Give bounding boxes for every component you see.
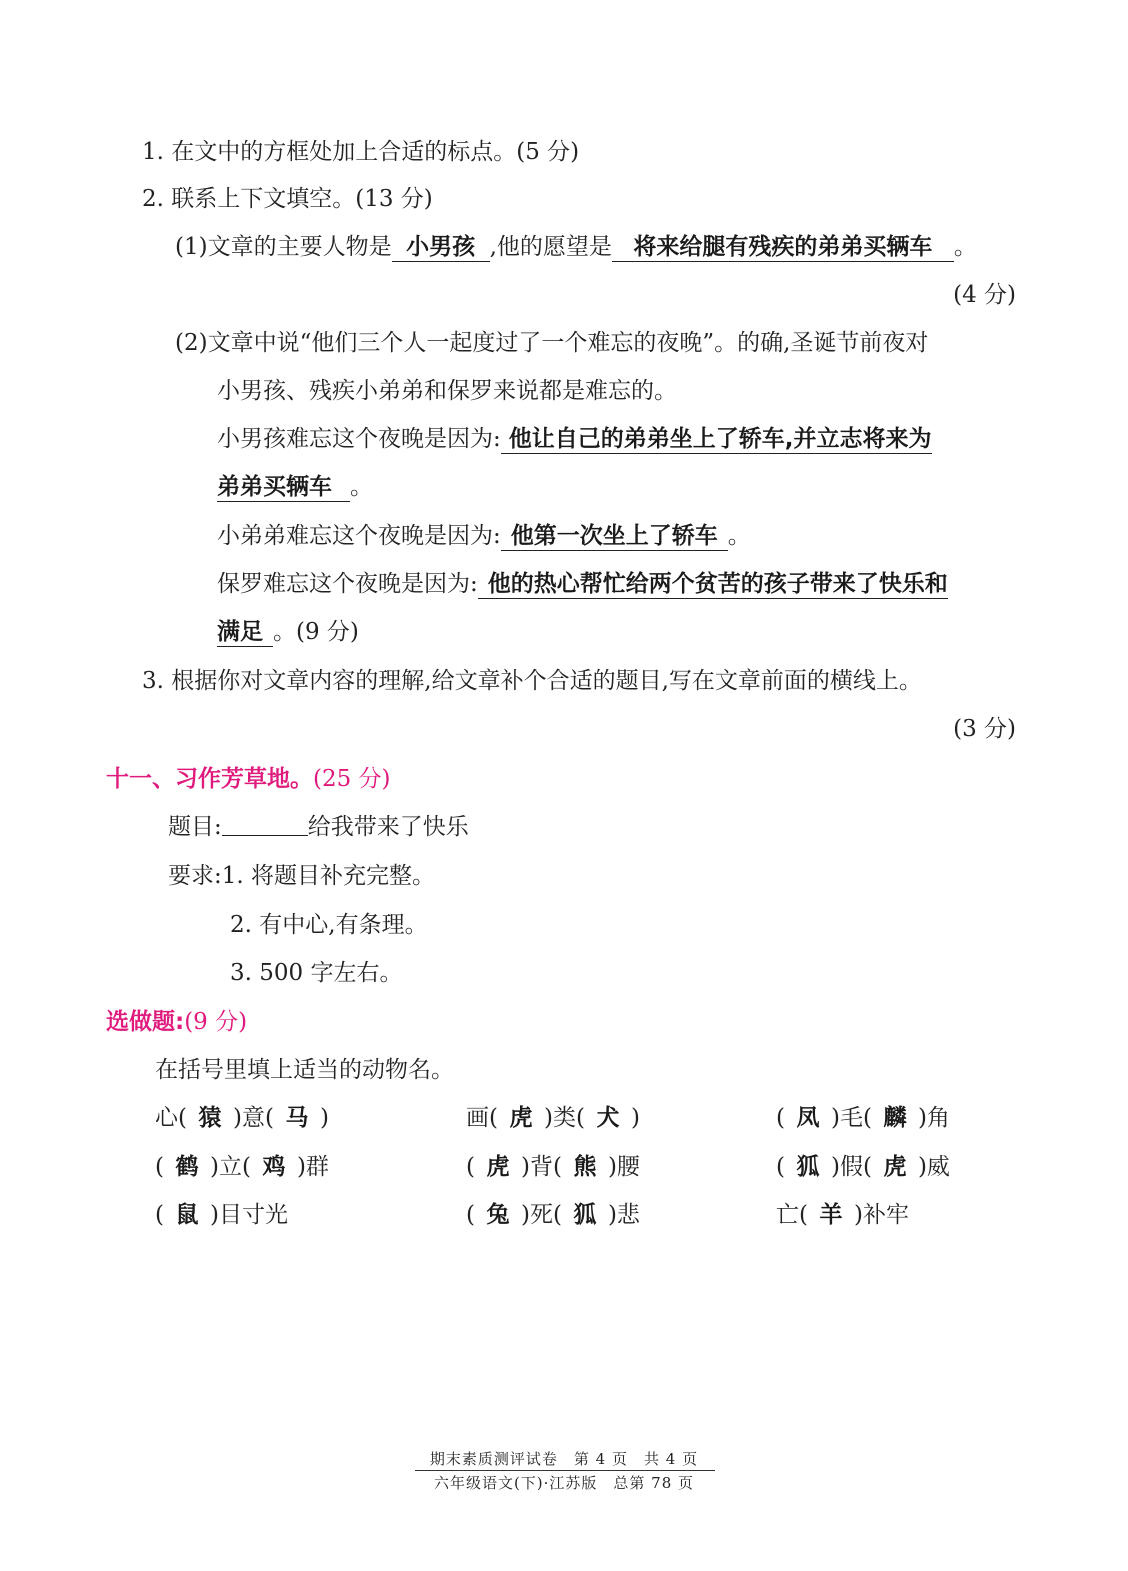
idiom-answer: 凤 bbox=[796, 1105, 820, 1131]
section-11-score: (25 分) bbox=[313, 766, 391, 792]
question-2-part-1 bbox=[175, 231, 977, 263]
answer-brother-reason: 他第一次坐上了轿车 bbox=[501, 522, 728, 551]
part1-mid: ,他的愿望是 bbox=[489, 234, 612, 260]
answer-boy-reason-1: 他让自己的弟弟坐上了轿车,并立志将来为 bbox=[501, 425, 932, 454]
part1-score: (4 分) bbox=[953, 282, 1016, 308]
idiom-5: ( 虎 )背( 熊 )腰 bbox=[466, 1151, 640, 1183]
footer-line-2: 六年级语文(下)·江苏版 总第 78 页 bbox=[433, 1474, 695, 1492]
idiom-answer: 猿 bbox=[198, 1105, 222, 1131]
idiom-answer: 鸡 bbox=[262, 1154, 286, 1180]
idiom-answer: 马 bbox=[285, 1105, 309, 1131]
idiom-answer: 虎 bbox=[486, 1154, 510, 1180]
answer-paul-reason-2: 满足 bbox=[217, 618, 273, 647]
idiom-6: ( 狐 )假( 虎 )威 bbox=[776, 1151, 950, 1183]
idiom-answer: 熊 bbox=[573, 1154, 597, 1180]
brother-reason bbox=[217, 520, 751, 552]
idiom-1: 心( 猿 )意( 马 ) bbox=[155, 1102, 329, 1134]
question-1: 1. 在文中的方框处加上合适的标点。(5 分) bbox=[142, 139, 580, 165]
optional-heading bbox=[106, 1006, 247, 1038]
optional-instruction: 在括号里填上适当的动物名。 bbox=[155, 1057, 454, 1083]
footer-divider bbox=[415, 1470, 715, 1471]
question-2-part-2: (2)文章中说“他们三个人一起度过了一个难忘的夜晚”。的确,圣诞节前夜对 bbox=[175, 330, 929, 356]
boy-end: 。 bbox=[350, 474, 373, 500]
paul-prefix: 保罗难忘这个夜晚是因为: bbox=[217, 571, 478, 597]
optional-title: 选做题: bbox=[106, 1009, 185, 1035]
part1-prefix: (1)文章的主要人物是 bbox=[175, 234, 392, 260]
idiom-answer: 鼠 bbox=[175, 1202, 199, 1228]
idiom-answer: 鹤 bbox=[175, 1154, 199, 1180]
essay-requirement-2: 2. 有中心,有条理。 bbox=[230, 912, 428, 938]
answer-paul-reason-1: 他的热心帮忙给两个贫苦的孩子带来了快乐和 bbox=[478, 570, 948, 599]
essay-title bbox=[168, 811, 469, 843]
requirement-1: 1. 将题目补充完整。 bbox=[221, 863, 436, 889]
idiom-8: ( 兔 )死( 狐 )悲 bbox=[466, 1199, 640, 1231]
boy-prefix: 小男孩难忘这个夜晚是因为: bbox=[217, 426, 501, 452]
boy-reason-cont bbox=[217, 471, 373, 503]
idiom-answer: 麟 bbox=[883, 1105, 907, 1131]
idiom-7: ( 鼠 )目寸光 bbox=[155, 1199, 288, 1231]
essay-requirement-1 bbox=[168, 860, 435, 892]
idiom-answer: 羊 bbox=[819, 1202, 843, 1228]
answer-wish: 将来给腿有残疾的弟弟买辆车 bbox=[612, 233, 954, 262]
essay-title-blank bbox=[222, 813, 308, 836]
section-11-heading bbox=[106, 763, 391, 795]
idiom-answer: 虎 bbox=[509, 1105, 533, 1131]
answer-main-character: 小男孩 bbox=[392, 233, 490, 262]
paul-reason bbox=[217, 568, 948, 600]
footer-line-1: 期末素质测评试卷 第 4 页 共 4 页 bbox=[429, 1450, 699, 1468]
idiom-4: ( 鹤 )立( 鸡 )群 bbox=[155, 1151, 329, 1183]
part1-end: 。 bbox=[953, 234, 977, 260]
question-3-score: (3 分) bbox=[953, 716, 1016, 742]
boy-reason bbox=[217, 423, 932, 455]
idiom-answer: 虎 bbox=[883, 1154, 907, 1180]
question-2: 2. 联系上下文填空。(13 分) bbox=[142, 186, 433, 212]
idiom-answer: 兔 bbox=[486, 1202, 510, 1228]
question-3: 3. 根据你对文章内容的理解,给文章补个合适的题目,写在文章前面的横线上。 bbox=[142, 668, 922, 694]
answer-boy-reason-2: 弟弟买辆车 bbox=[217, 473, 350, 502]
idiom-9: 亡( 羊 )补牢 bbox=[776, 1199, 909, 1231]
requirement-label: 要求: bbox=[168, 863, 222, 889]
part2-context: 小男孩、残疾小弟弟和保罗来说都是难忘的。 bbox=[217, 378, 677, 404]
idiom-answer: 狐 bbox=[796, 1154, 820, 1180]
essay-requirement-3: 3. 500 字左右。 bbox=[230, 960, 403, 986]
essay-title-prefix: 题目: bbox=[168, 814, 222, 840]
section-11-title: 十一、习作芳草地。 bbox=[106, 766, 313, 792]
brother-end: 。 bbox=[727, 523, 751, 549]
optional-score: (9 分) bbox=[184, 1009, 248, 1035]
brother-prefix: 小弟弟难忘这个夜晚是因为: bbox=[217, 523, 501, 549]
idiom-answer: 犬 bbox=[596, 1105, 620, 1131]
idiom-2: 画( 虎 )类( 犬 ) bbox=[466, 1102, 640, 1134]
idiom-3: ( 凤 )毛( 麟 )角 bbox=[776, 1102, 950, 1134]
idiom-answer: 狐 bbox=[573, 1202, 597, 1228]
paul-reason-cont bbox=[217, 616, 359, 648]
essay-title-suffix: 给我带来了快乐 bbox=[307, 814, 469, 840]
paul-end: 。(9 分) bbox=[273, 619, 359, 645]
